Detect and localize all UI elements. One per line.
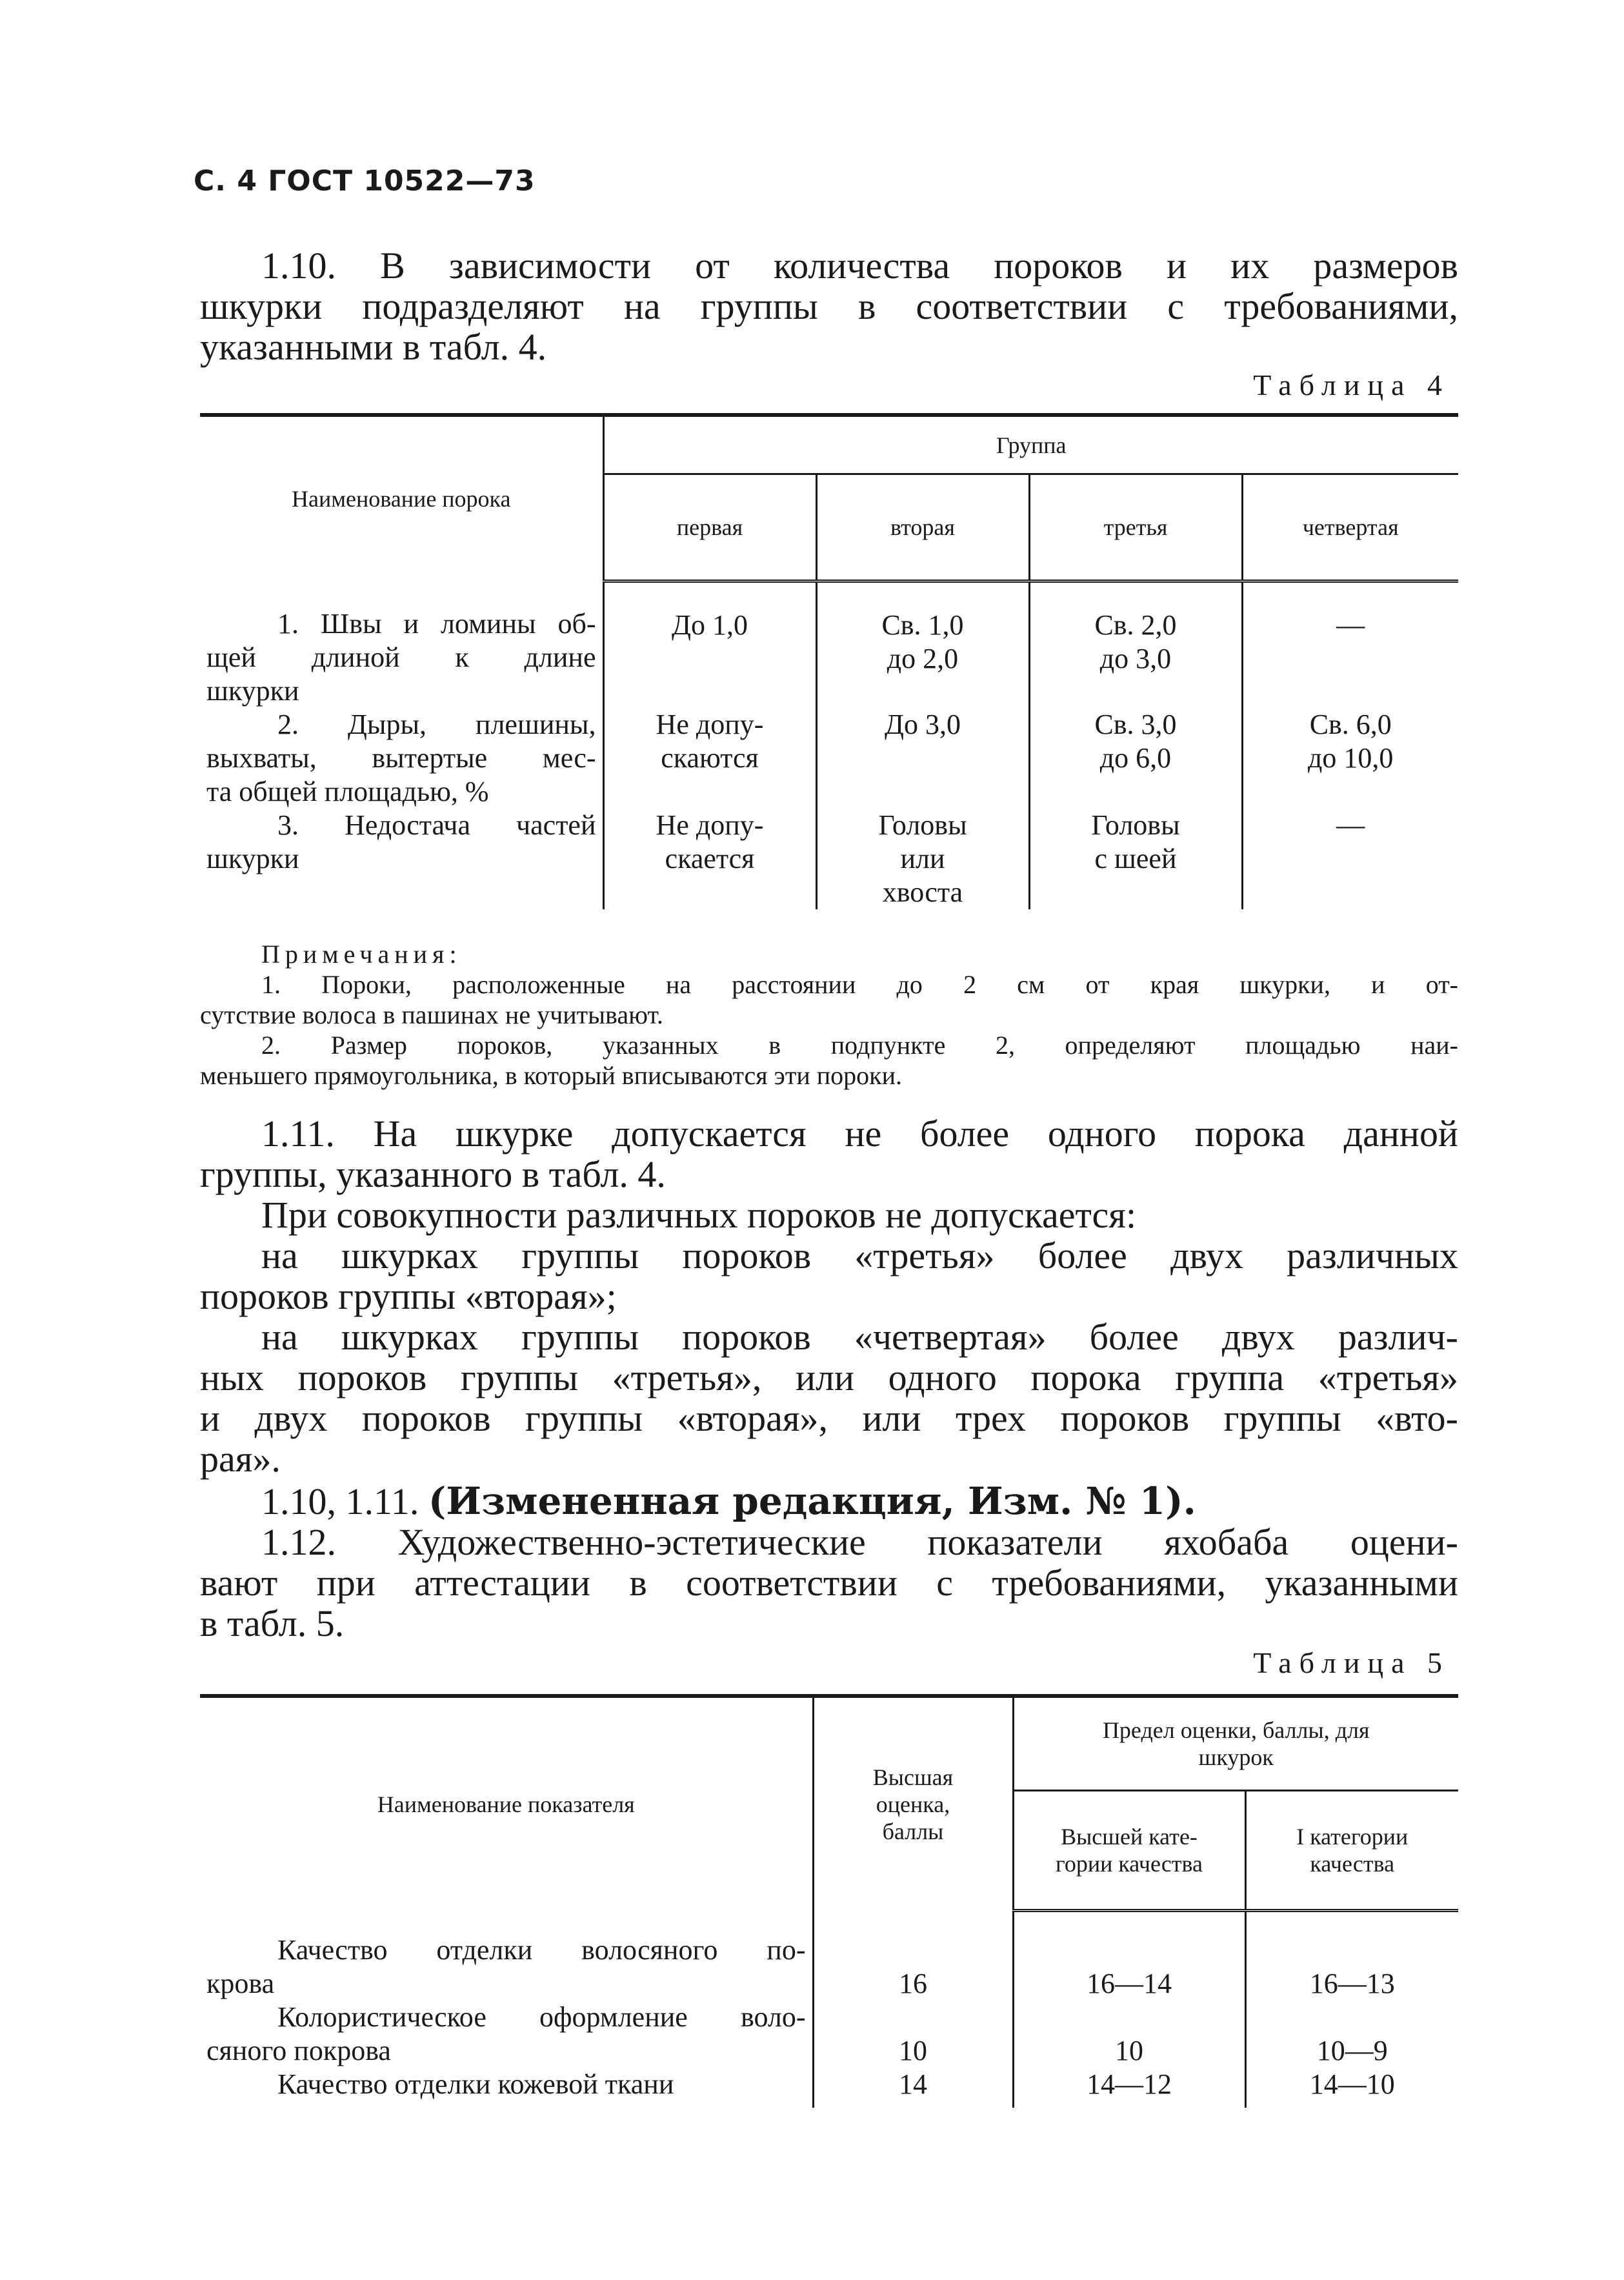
- table-4-header-name: Наименование порока: [200, 415, 603, 581]
- cell-line: Св. 1,0: [881, 609, 964, 641]
- cell-line: Не допу-: [656, 809, 764, 841]
- cell-group-1: [603, 581, 816, 708]
- cell-line: Не допу-: [656, 708, 764, 740]
- text-line: 1.10. В зависимости от количества пороков и их размеров: [261, 245, 1458, 287]
- cell-line: До 1,0: [671, 609, 748, 641]
- text-line: на шкурках группы пороков «четвертая» более двух различ-: [261, 1316, 1458, 1358]
- header-line: качества: [1310, 1851, 1395, 1877]
- cell-line: 1. Швы и ломины об-: [277, 607, 596, 640]
- table-5: [200, 1694, 1458, 2108]
- cell-line: с шеей: [1094, 842, 1177, 874]
- cell-first: 14—10: [1309, 2068, 1395, 2100]
- cell-max: 14: [813, 2068, 1013, 2108]
- cell-line: Головы: [1091, 809, 1180, 841]
- cell-first: 10—9: [1316, 2034, 1388, 2066]
- text-line: на шкурках группы пороков «третья» более двух различных: [261, 1235, 1458, 1276]
- note-line: 2. Размер пороков, указанных в подпункте 2, определяют площадью наи-: [261, 1031, 1458, 1060]
- cell-line: 2. Дыры, плешины,: [277, 708, 596, 740]
- row-name: [200, 708, 603, 809]
- table-row: [200, 1911, 1458, 2001]
- header-line: шкурок: [1198, 1744, 1274, 1770]
- row-name: [200, 2001, 813, 2068]
- cell-line: —: [1336, 609, 1365, 641]
- amendment-note: [200, 1481, 1458, 1522]
- table-4-header-group-4: четвертая: [1242, 474, 1458, 581]
- table-4: [200, 413, 1458, 909]
- table-5-header-max: [813, 1696, 1013, 1911]
- text-line: и двух пороков группы «вторая», или трех пороков группы «вто-: [200, 1397, 1458, 1439]
- header-line: оценка,: [876, 1791, 950, 1817]
- cell-line: —: [1336, 809, 1365, 841]
- cell-high: 10: [1013, 2001, 1245, 2068]
- cell-line: щей длиной к длине: [206, 641, 596, 673]
- header-line: гории качества: [1055, 1851, 1203, 1877]
- text-line: При совокупности различных пороков не допускается:: [261, 1194, 1137, 1236]
- table-row: [200, 809, 1458, 909]
- cell-group-2: [816, 708, 1029, 809]
- cell-group-3: [1029, 708, 1242, 809]
- clause-1-10: [200, 245, 1458, 367]
- text-line: 1.12. Художественно-эстетические показатели яхобаба оцени-: [261, 1521, 1458, 1563]
- row-name: [200, 581, 603, 708]
- table-5-caption: Таблица 5: [1253, 1646, 1450, 1679]
- note-line: меньшего прямоугольника, в который вписываются эти пороки.: [200, 1061, 902, 1090]
- cell-line: Качество отделки кожевой ткани: [277, 2068, 674, 2100]
- cell-group-1: [603, 809, 816, 909]
- text-line: [200, 1481, 1458, 1522]
- cell-line: или: [900, 842, 945, 874]
- row-name: [200, 1911, 813, 2001]
- cell-group-3: [1029, 581, 1242, 708]
- table-4-header-group: Группа: [603, 415, 1458, 474]
- cell-first: 16—13: [1309, 1967, 1395, 1999]
- cell-group-1: [603, 708, 816, 809]
- table-5-header-range: [1013, 1696, 1458, 1791]
- table-4-caption: Таблица 4: [1253, 368, 1450, 401]
- cell-line: та общей площадью, %: [206, 775, 489, 807]
- table-row: [200, 581, 1458, 708]
- header-line: Предел оценки, баллы, для: [1102, 1717, 1370, 1743]
- text-line: ных пороков группы «третья», или одного порока группа «третья»: [200, 1357, 1458, 1398]
- text-line: рая».: [200, 1438, 281, 1480]
- header-line: баллы: [882, 1818, 944, 1844]
- text-line: пороков группы «вторая»;: [200, 1275, 617, 1317]
- table-5-header-name: Наименование показателя: [200, 1696, 813, 1911]
- note-line: сутствие волоса в пашинах не учитывают.: [200, 1000, 663, 1029]
- cell-group-4: [1242, 809, 1458, 909]
- cell-high: 16—14: [1013, 1911, 1245, 2001]
- cell-line: сяного покрова: [206, 2034, 391, 2066]
- cell-line: до 10,0: [1308, 742, 1394, 774]
- clause-1-11: [200, 1113, 1458, 1479]
- cell-line: до 2,0: [887, 643, 959, 674]
- header-line: Высшей кате-: [1061, 1824, 1198, 1850]
- cell-line: Колористическое оформление воло-: [277, 2001, 806, 2033]
- cell-line: выхваты, вытертые мес-: [206, 742, 596, 774]
- table-5-header-first: [1245, 1791, 1458, 1911]
- cell-line: Качество отделки волосяного по-: [277, 1933, 806, 1966]
- text-line: шкурки подразделяют на группы в соответствии с требованиями,: [200, 285, 1458, 327]
- cell-high: 14—12: [1013, 2068, 1245, 2108]
- cell-line: До 3,0: [884, 708, 961, 740]
- text-line: 1.11. На шкурке допускается не более одного порока данной: [261, 1113, 1458, 1155]
- cell-line: хвоста: [882, 876, 963, 908]
- cell-group-2: [816, 581, 1029, 708]
- table-4-header-group-3: третья: [1029, 474, 1242, 581]
- table-row: [200, 2068, 1458, 2108]
- cell-group-2: [816, 809, 1029, 909]
- note-line: 1. Пороки, расположенные на расстоянии до 2 см от края шкурки, и от-: [261, 970, 1458, 999]
- text-line: в табл. 5.: [200, 1602, 345, 1644]
- text-line: вают при аттестации в соответствии с требованиями, указанными: [200, 1562, 1458, 1604]
- cell-group-3: [1029, 809, 1242, 909]
- cell-line: Св. 6,0: [1309, 708, 1392, 740]
- cell-group-4: [1242, 581, 1458, 708]
- cell-group-4: [1242, 708, 1458, 809]
- amendment-clauses: 1.10, 1.11.: [261, 1480, 428, 1522]
- text-line: указанными в табл. 4.: [200, 326, 547, 368]
- cell-line: крова: [206, 1967, 275, 1999]
- table-row: [200, 2001, 1458, 2068]
- notes-title: Примечания:: [261, 940, 462, 969]
- cell-line: скаются: [661, 742, 759, 774]
- table-5-header-high: [1013, 1791, 1245, 1911]
- table-4-header-group-2: вторая: [816, 474, 1029, 581]
- cell-max: 10: [813, 2001, 1013, 2068]
- clause-1-12: [200, 1522, 1458, 1644]
- cell-line: Св. 2,0: [1094, 609, 1177, 641]
- running-header: С. 4 ГОСТ 10522—73: [194, 165, 536, 197]
- cell-line: шкурки: [206, 842, 299, 874]
- cell-line: до 6,0: [1099, 742, 1172, 774]
- cell-line: Головы: [878, 809, 967, 841]
- cell-line: до 3,0: [1099, 643, 1172, 674]
- row-name: [200, 809, 603, 909]
- cell-line: шкурки: [206, 674, 299, 707]
- table-4-header-group-1: первая: [603, 474, 816, 581]
- table-row: [200, 708, 1458, 809]
- cell-line: Св. 3,0: [1094, 708, 1177, 740]
- row-name: [200, 2068, 813, 2108]
- header-line: I категории: [1296, 1824, 1408, 1850]
- cell-line: 3. Недостача частей: [277, 809, 596, 841]
- text-line: группы, указанного в табл. 4.: [200, 1153, 666, 1195]
- table-4-notes: [200, 939, 1458, 1091]
- header-line: Высшая: [872, 1764, 954, 1790]
- cell-max: 16: [813, 1911, 1013, 2001]
- cell-line: скается: [665, 842, 755, 874]
- amendment-text: (Измененная редакция, Изм. № 1).: [428, 1479, 1196, 1523]
